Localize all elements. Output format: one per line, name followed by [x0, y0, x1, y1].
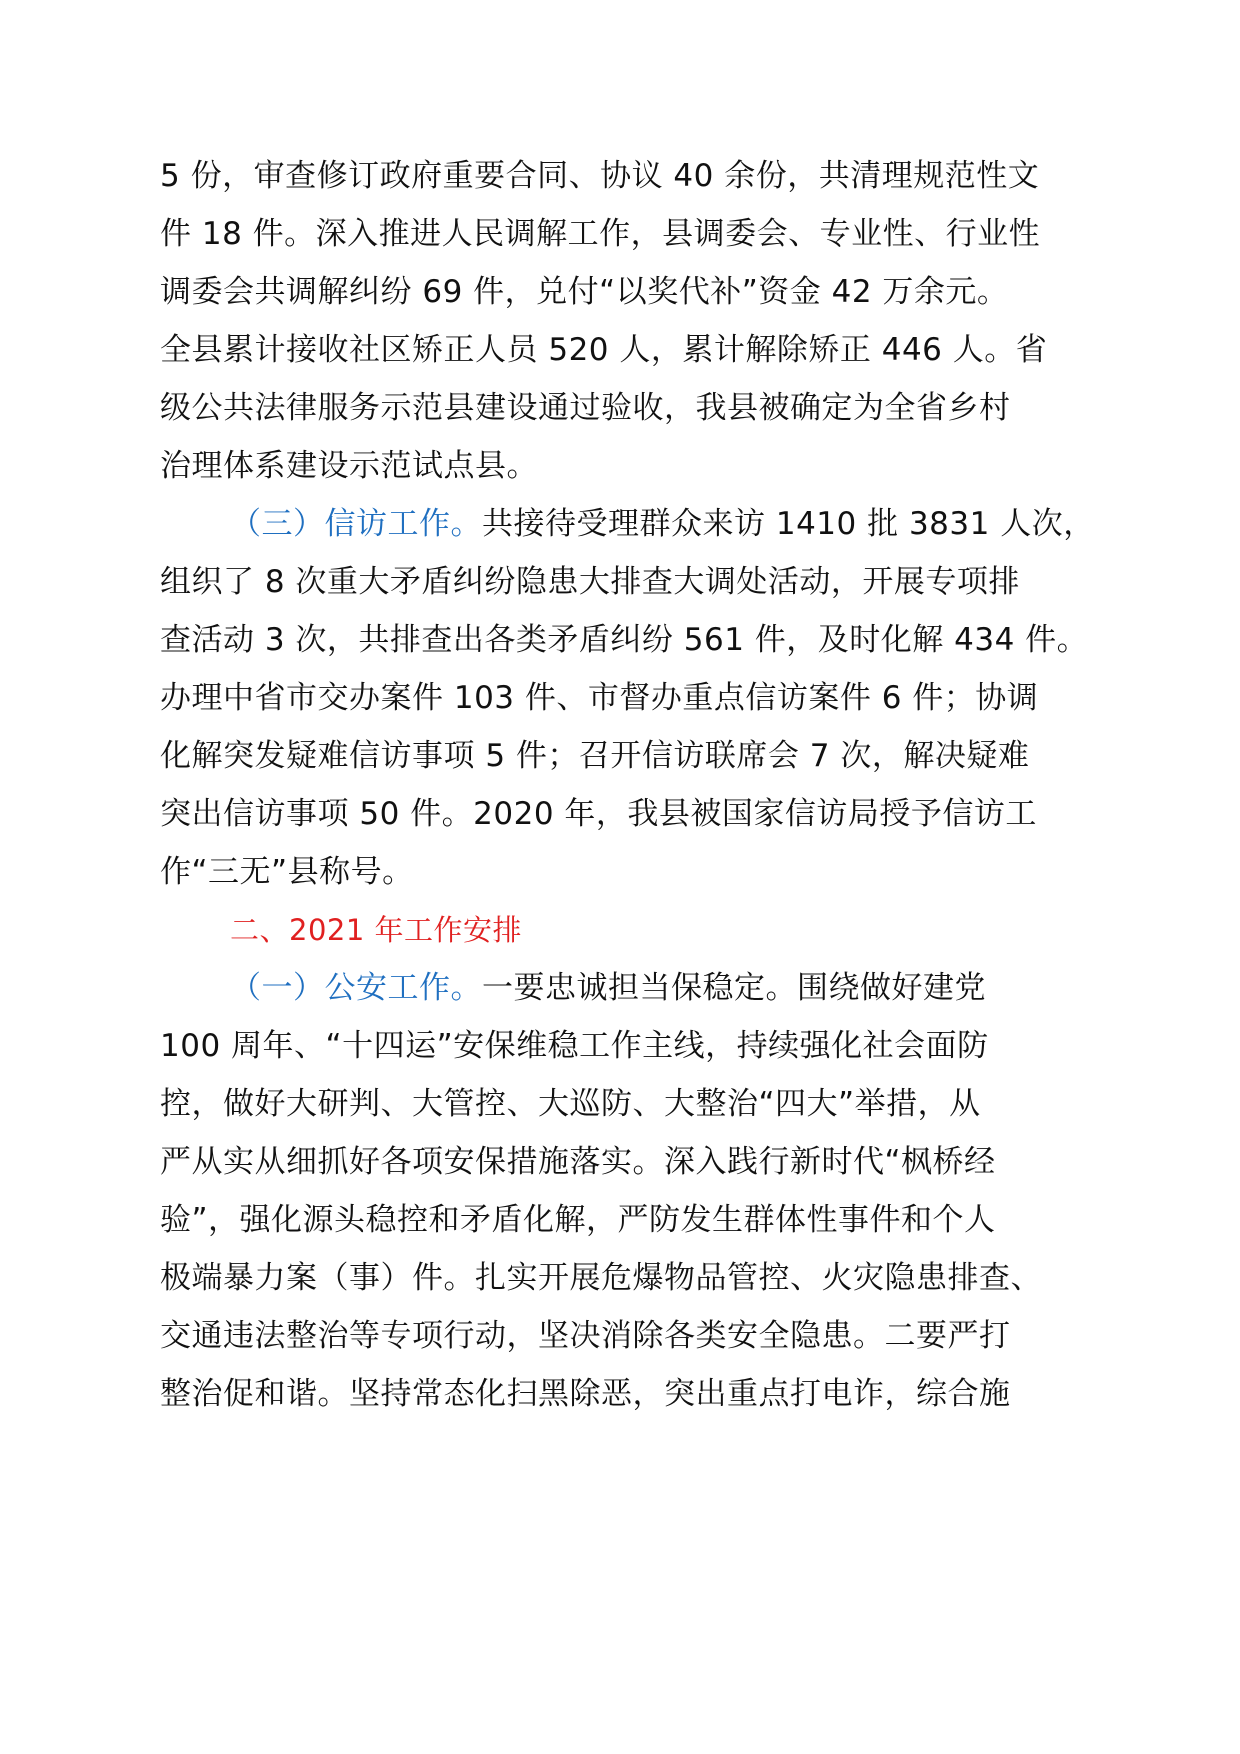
body-text-line: 整治促和谐。坚持常态化扫黑除恶，突出重点打电诈，综合施: [160, 1376, 1011, 1412]
body-text-line: 治理体系建设示范试点县。: [160, 448, 538, 484]
body-text-line: 100 周年、“十四运”安保维稳工作主线，持续强化社会面防: [160, 1028, 989, 1064]
body-text-line: 全县累计接收社区矫正人员 520 人，累计解除矫正 446 人。省: [160, 332, 1048, 368]
section-heading-xinfang: （三）信访工作。: [230, 506, 482, 542]
body-text-line: 组织了 8 次重大矛盾纠纷隐患大排查大调处活动，开展专项排: [160, 564, 1020, 600]
section-title: 二、2021 年工作安排: [230, 913, 523, 947]
body-text: 共接待受理群众来访 1410 批 3831 人次，: [482, 506, 1095, 542]
body-text: 一要忠诚担当保稳定。围绕做好建党: [482, 970, 986, 1006]
body-text-line: 查活动 3 次，共排查出各类矛盾纠纷 561 件，及时化解 434 件。: [160, 622, 1089, 658]
gongan-first-line: [230, 968, 986, 1008]
body-text-line: 突出信访事项 50 件。2020 年，我县被国家信访局授予信访工: [160, 796, 1037, 832]
body-text-line: 极端暴力案（事）件。扎实开展危爆物品管控、火灾隐患排查、: [160, 1260, 1042, 1296]
body-text-line: 严从实从细抓好各项安保措施落实。深入践行新时代“枫桥经: [160, 1144, 996, 1180]
body-text-line: 调委会共调解纠纷 69 件，兑付“以奖代补”资金 42 万余元。: [160, 274, 1009, 310]
body-text-line: 级公共法律服务示范县建设通过验收，我县被确定为全省乡村: [160, 390, 1011, 426]
body-text-line: 验”，强化源头稳控和矛盾化解，严防发生群体性事件和个人: [160, 1202, 996, 1238]
body-text-line: 交通违法整治等专项行动，坚决消除各类安全隐患。二要严打: [160, 1318, 1011, 1354]
body-text-line: 5 份，审查修订政府重要合同、协议 40 余份，共清理规范性文: [160, 158, 1040, 194]
body-text-line: 件 18 件。深入推进人民调解工作，县调委会、专业性、行业性: [160, 216, 1041, 252]
section-heading-gongan: （一）公安工作。: [230, 970, 482, 1006]
body-text-line: 控，做好大研判、大管控、大巡防、大整治“四大”举措，从: [160, 1086, 981, 1122]
body-text-line: 办理中省市交办案件 103 件、市督办重点信访案件 6 件；协调: [160, 680, 1039, 716]
xinfang-first-line: [230, 504, 1095, 544]
body-text-line: 化解突发疑难信访事项 5 件；召开信访联席会 7 次，解决疑难: [160, 738, 1030, 774]
body-text-line: 作“三无”县称号。: [160, 854, 414, 890]
